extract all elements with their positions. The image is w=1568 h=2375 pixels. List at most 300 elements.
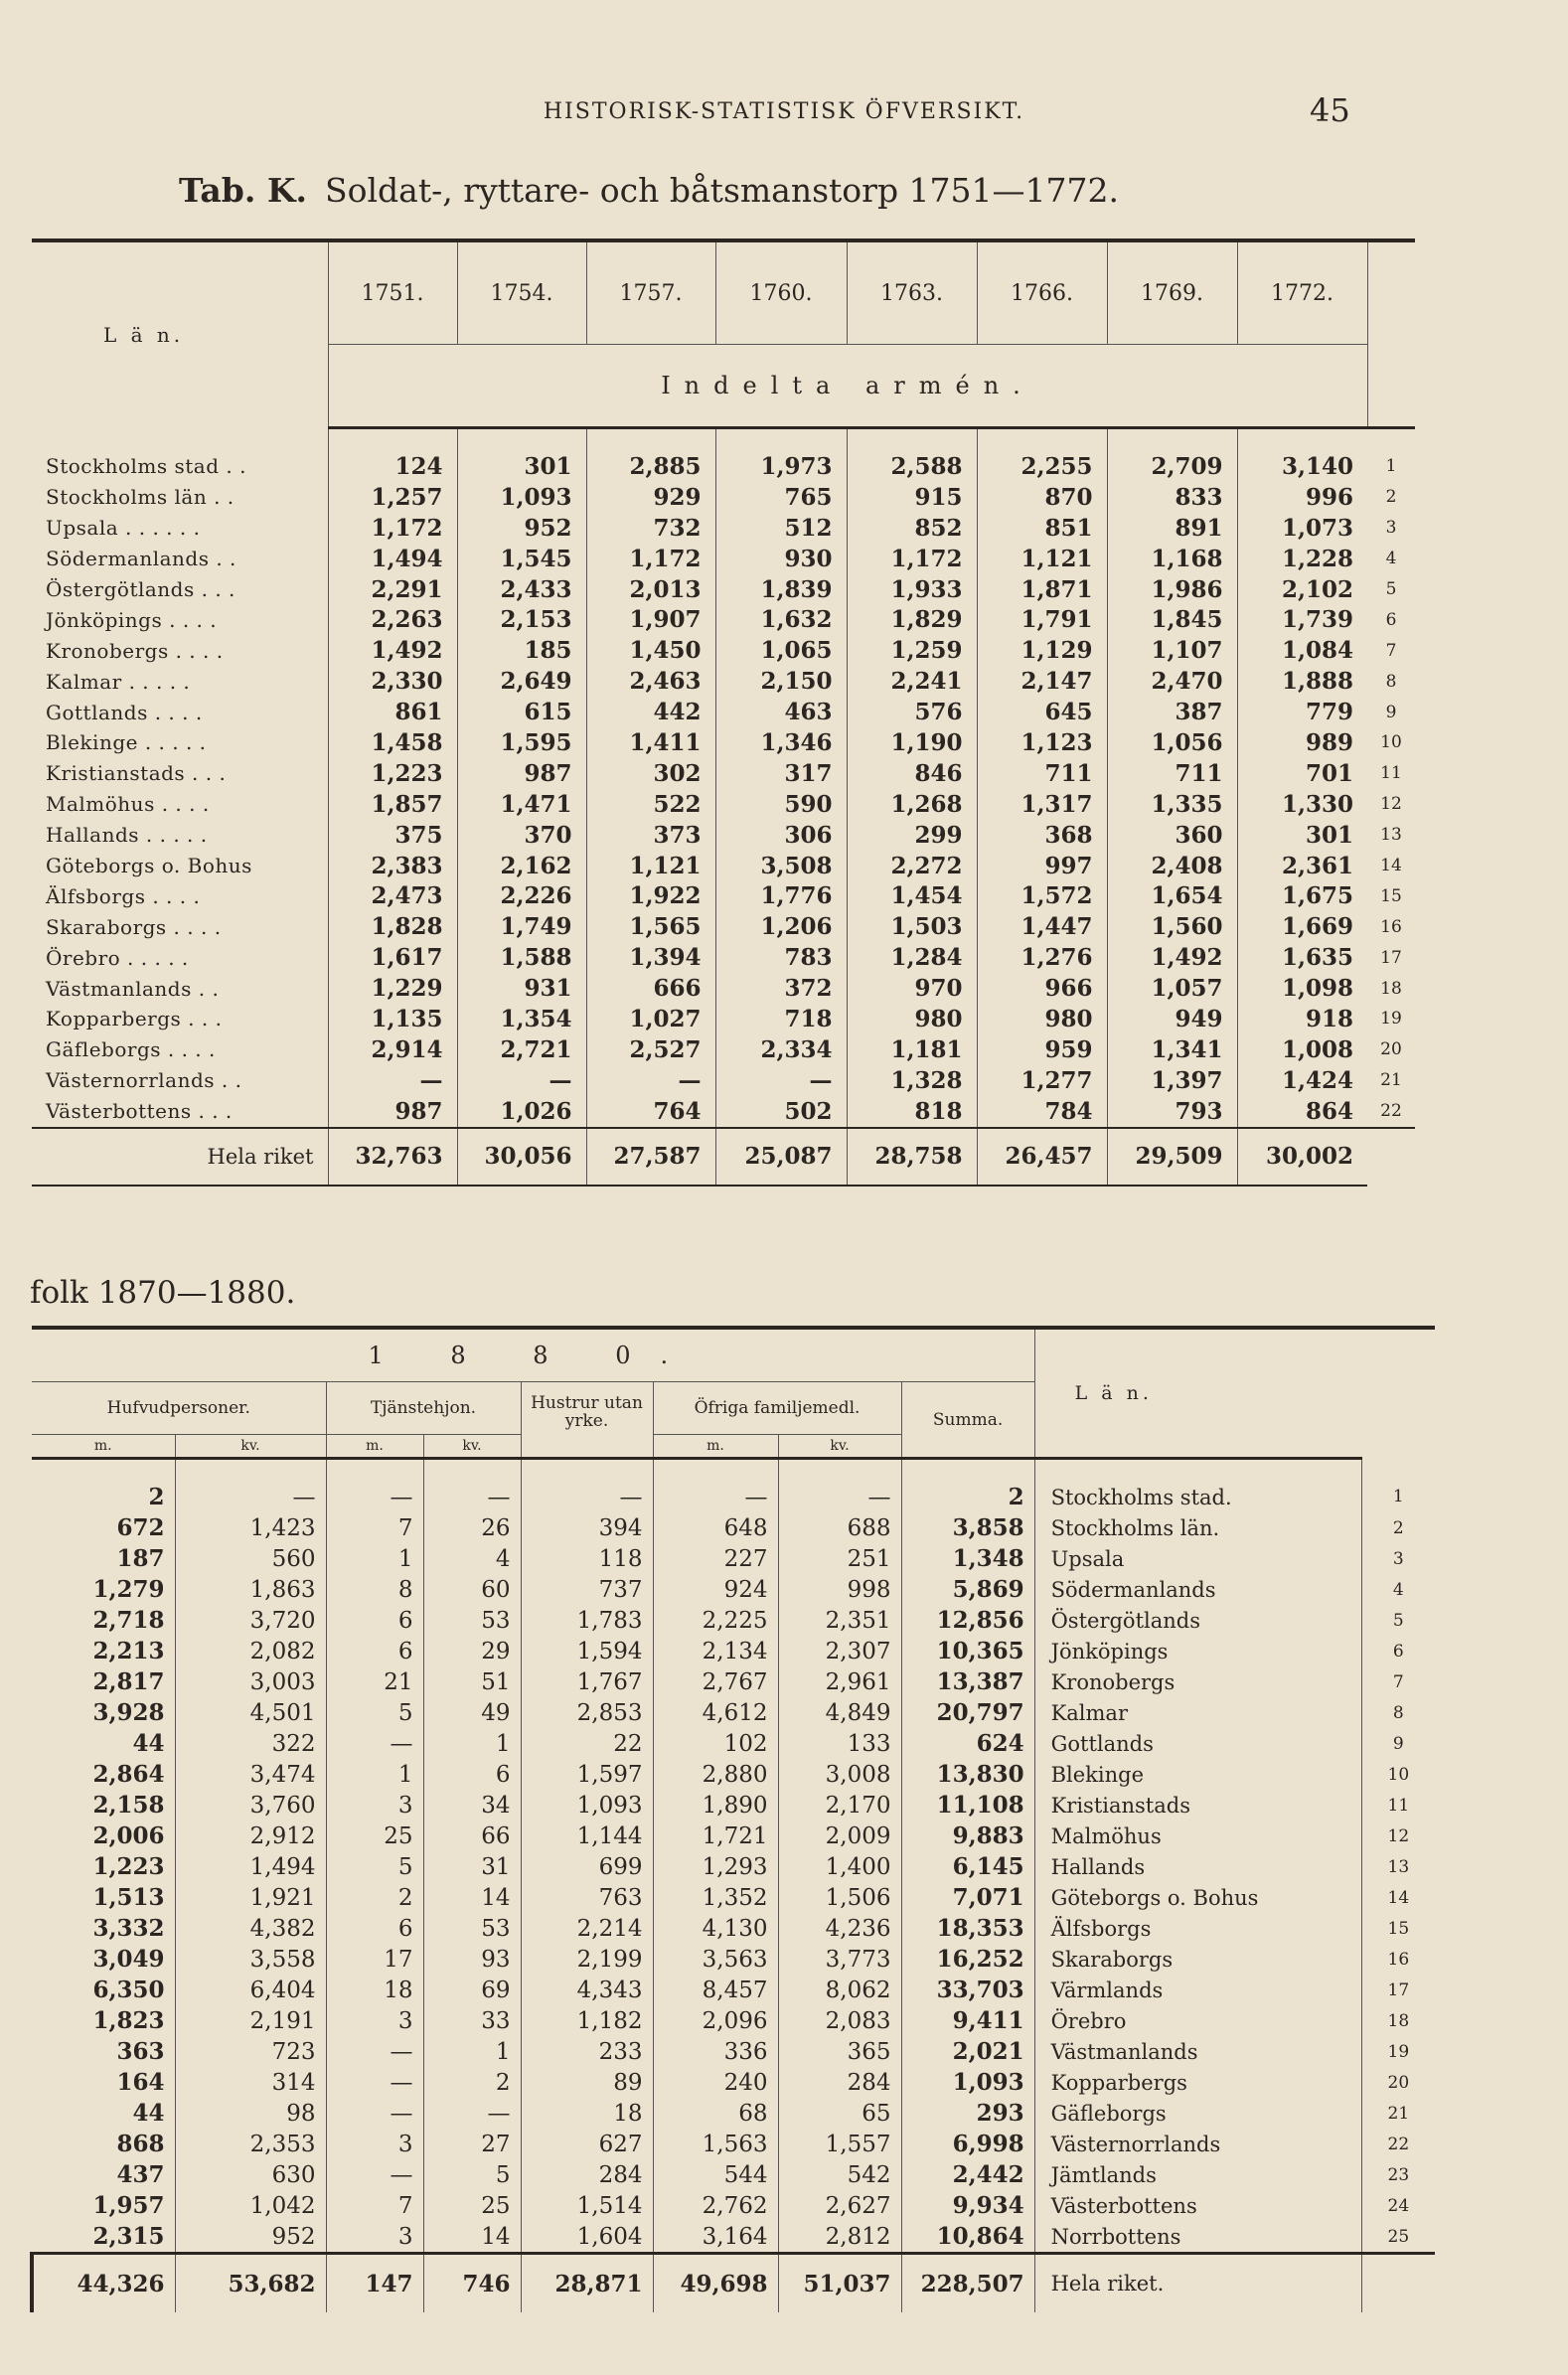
value-cell: 299 bbox=[847, 820, 977, 851]
table-row bbox=[32, 2036, 1435, 2067]
value-cell: 1,829 bbox=[847, 604, 977, 635]
value-cell: 3,720 bbox=[175, 1605, 326, 1636]
table-row bbox=[32, 1697, 1435, 1728]
row-number: 14 bbox=[1380, 856, 1402, 876]
value-cell: 1,776 bbox=[715, 880, 847, 911]
value-cell: 1,317 bbox=[977, 789, 1107, 820]
row-number: 17 bbox=[1387, 1979, 1410, 2000]
value-cell: 1,084 bbox=[1237, 635, 1367, 666]
value-cell: 370 bbox=[457, 820, 586, 851]
value-cell: 627 bbox=[521, 2129, 653, 2159]
value-cell: 2,255 bbox=[977, 428, 1107, 482]
value-cell: 645 bbox=[977, 697, 1107, 727]
row-number: 21 bbox=[1380, 1070, 1402, 1091]
hustrur-header bbox=[521, 1382, 653, 1459]
row-number: 13 bbox=[1387, 1856, 1410, 1877]
table-row bbox=[32, 851, 1415, 881]
value-cell: 2,225 bbox=[653, 1605, 778, 1636]
value-cell: 2,241 bbox=[847, 666, 977, 697]
table-2-caption: folk 1870—1880. bbox=[30, 1275, 296, 1311]
year-header: 1763. bbox=[847, 240, 977, 345]
value-cell: 846 bbox=[847, 758, 977, 789]
value-cell: 1,494 bbox=[328, 544, 457, 574]
table-row bbox=[32, 635, 1415, 666]
value-cell: 33,703 bbox=[901, 1975, 1034, 2005]
value-cell: 711 bbox=[1107, 758, 1237, 789]
total-label: Hela riket bbox=[32, 1128, 328, 1186]
lan-name: Kopparbergs . . . bbox=[32, 1004, 328, 1034]
table-row bbox=[32, 1636, 1435, 1666]
lan-name: Västmanlands . . bbox=[32, 973, 328, 1004]
value-cell: 1,863 bbox=[175, 1574, 326, 1605]
row-number: 2 bbox=[1392, 1517, 1404, 1538]
value-cell: 3 bbox=[326, 2005, 423, 2036]
value-cell: 2,709 bbox=[1107, 428, 1237, 482]
value-cell: 3,858 bbox=[901, 1512, 1034, 1543]
value-cell: 1,073 bbox=[1237, 513, 1367, 544]
value-cell: 3,773 bbox=[778, 1944, 901, 1975]
value-cell: 1,277 bbox=[977, 1065, 1107, 1096]
lan-name: Västerbottens . . . bbox=[32, 1096, 328, 1128]
value-cell: 2,150 bbox=[715, 666, 847, 697]
value-cell: 672 bbox=[116, 1514, 165, 1541]
value-cell: — bbox=[328, 1065, 457, 1096]
value-cell: 34 bbox=[423, 1790, 521, 1821]
value-cell: 68 bbox=[653, 2098, 778, 2129]
value-cell: 22 bbox=[521, 1728, 653, 1759]
value-cell: 2,082 bbox=[175, 1636, 326, 1666]
value-cell: 1,056 bbox=[1107, 727, 1237, 758]
value-cell: 1,565 bbox=[586, 911, 715, 942]
value-cell: 1,675 bbox=[1237, 880, 1367, 911]
value-cell: 2,021 bbox=[901, 2036, 1034, 2067]
value-cell: — bbox=[653, 1459, 778, 1513]
value-cell: 2 bbox=[326, 1882, 423, 1913]
value-cell: 2,334 bbox=[715, 1034, 847, 1065]
row-number: 4 bbox=[1385, 549, 1397, 569]
lan-name: Göteborgs o. Bohus bbox=[1034, 1882, 1361, 1913]
row-number: 20 bbox=[1387, 2072, 1410, 2093]
lan-name: Värmlands bbox=[1034, 1975, 1361, 2005]
value-cell: — bbox=[586, 1065, 715, 1096]
year-header-1880: 1 8 8 0. bbox=[32, 1328, 1034, 1382]
value-cell: 952 bbox=[175, 2221, 326, 2254]
table-row bbox=[32, 2159, 1435, 2190]
value-cell: 18 bbox=[326, 1975, 423, 2005]
value-cell: 1,635 bbox=[1237, 942, 1367, 973]
table-row bbox=[32, 1065, 1415, 1096]
value-cell: 970 bbox=[847, 973, 977, 1004]
lan-name: Stockholms län. bbox=[1034, 1512, 1361, 1543]
value-cell: 2,383 bbox=[328, 851, 457, 881]
value-cell: 2,361 bbox=[1237, 851, 1367, 881]
total-cell: 53,682 bbox=[175, 2254, 326, 2313]
value-cell: 2,147 bbox=[977, 666, 1107, 697]
value-cell: 1,057 bbox=[1107, 973, 1237, 1004]
value-cell: 1,957 bbox=[92, 2192, 165, 2219]
total-cell: 27,587 bbox=[586, 1128, 715, 1186]
value-cell: 924 bbox=[653, 1574, 778, 1605]
value-cell: — bbox=[326, 2159, 423, 2190]
value-cell: 301 bbox=[1237, 820, 1367, 851]
lan-name: Jönköpings . . . . bbox=[32, 604, 328, 635]
value-cell: 2,330 bbox=[328, 666, 457, 697]
value-cell: 1,557 bbox=[778, 2129, 901, 2159]
value-cell: 779 bbox=[1237, 697, 1367, 727]
kv-header: kv. bbox=[175, 1435, 326, 1459]
total-cell: 51,037 bbox=[778, 2254, 901, 2313]
row-number: 20 bbox=[1380, 1039, 1402, 1060]
value-cell: 60 bbox=[423, 1574, 521, 1605]
value-cell: 2,191 bbox=[175, 2005, 326, 2036]
value-cell: 2,914 bbox=[328, 1034, 457, 1065]
value-cell: 929 bbox=[586, 482, 715, 513]
row-number: 22 bbox=[1380, 1101, 1402, 1122]
value-cell: — bbox=[326, 2067, 423, 2098]
value-cell: 1,458 bbox=[328, 727, 457, 758]
value-cell: — bbox=[778, 1459, 901, 1513]
value-cell: 1,749 bbox=[457, 911, 586, 942]
lan-name: Stockholms län . . bbox=[32, 482, 328, 513]
value-cell: 1,335 bbox=[1107, 789, 1237, 820]
value-cell: 711 bbox=[977, 758, 1107, 789]
value-cell: 624 bbox=[901, 1728, 1034, 1759]
value-cell: 2,153 bbox=[457, 604, 586, 635]
value-cell: 185 bbox=[457, 635, 586, 666]
value-cell: 1,121 bbox=[977, 544, 1107, 574]
row-number: 19 bbox=[1380, 1009, 1402, 1029]
value-cell: 987 bbox=[457, 758, 586, 789]
value-cell: 1,632 bbox=[715, 604, 847, 635]
value-cell: 1,595 bbox=[457, 727, 586, 758]
value-cell: 1,503 bbox=[847, 911, 977, 942]
value-cell: 6,998 bbox=[901, 2129, 1034, 2159]
value-cell: 302 bbox=[586, 758, 715, 789]
lan-name: Älfsborgs . . . . bbox=[32, 880, 328, 911]
value-cell: 2,353 bbox=[175, 2129, 326, 2159]
value-cell: 1,890 bbox=[653, 1790, 778, 1821]
value-cell: 1 bbox=[326, 1759, 423, 1790]
value-cell: 648 bbox=[653, 1512, 778, 1543]
value-cell: 2,006 bbox=[92, 1822, 165, 1849]
value-cell: 2,885 bbox=[586, 428, 715, 482]
row-number-blank bbox=[1367, 1128, 1415, 1186]
row-number: 7 bbox=[1392, 1671, 1404, 1692]
lan-name: Älfsborgs bbox=[1034, 1913, 1361, 1944]
table-row bbox=[32, 1790, 1435, 1821]
value-cell: 1,828 bbox=[328, 911, 457, 942]
value-cell: 1 bbox=[423, 2036, 521, 2067]
row-number: 19 bbox=[1387, 2041, 1410, 2062]
total-label: Hela riket. bbox=[1034, 2254, 1361, 2313]
table-row bbox=[32, 911, 1415, 942]
value-cell: 365 bbox=[778, 2036, 901, 2067]
table-row bbox=[32, 1605, 1435, 1636]
value-cell: 1,223 bbox=[328, 758, 457, 789]
value-cell: 463 bbox=[715, 697, 847, 727]
value-cell: 2,812 bbox=[778, 2221, 901, 2254]
row-number-blank bbox=[1361, 2254, 1435, 2313]
table-row bbox=[32, 1574, 1435, 1605]
value-cell: 1,348 bbox=[901, 1543, 1034, 1574]
value-cell: 251 bbox=[778, 1543, 901, 1574]
lan-name: Kronobergs bbox=[1034, 1666, 1361, 1697]
blank-header bbox=[1367, 345, 1415, 428]
value-cell: — bbox=[423, 2098, 521, 2129]
table-row bbox=[32, 942, 1415, 973]
value-cell: 1,259 bbox=[847, 635, 977, 666]
value-cell: 322 bbox=[175, 1728, 326, 1759]
table-row bbox=[32, 789, 1415, 820]
lan-name: Gäfleborgs bbox=[1034, 2098, 1361, 2129]
value-cell: 1,346 bbox=[715, 727, 847, 758]
value-cell: 240 bbox=[653, 2067, 778, 2098]
lan-name: Örebro bbox=[1034, 2005, 1361, 2036]
row-number: 13 bbox=[1380, 825, 1402, 846]
value-cell: 1,492 bbox=[1107, 942, 1237, 973]
value-cell: 2 bbox=[423, 2067, 521, 2098]
value-cell: 4,130 bbox=[653, 1913, 778, 1944]
value-cell: 12,856 bbox=[901, 1605, 1034, 1636]
table-2-total-row bbox=[32, 2254, 1435, 2313]
value-cell: 3 bbox=[326, 2129, 423, 2159]
lan-name: Östergötlands . . . bbox=[32, 574, 328, 605]
ofriga-header: Öfriga familjemedl. bbox=[653, 1382, 901, 1435]
value-cell: 1,839 bbox=[715, 574, 847, 605]
table-row bbox=[32, 482, 1415, 513]
value-cell: 1,572 bbox=[977, 880, 1107, 911]
total-cell: 746 bbox=[423, 2254, 521, 2313]
value-cell: 1 bbox=[423, 1728, 521, 1759]
row-number: 16 bbox=[1380, 916, 1402, 937]
value-cell: 2,315 bbox=[92, 2223, 165, 2250]
lan-name: Upsala . . . . . . bbox=[32, 513, 328, 544]
value-cell: 13,830 bbox=[901, 1759, 1034, 1790]
value-cell: 89 bbox=[521, 2067, 653, 2098]
value-cell: 1,450 bbox=[586, 635, 715, 666]
value-cell: 1,514 bbox=[521, 2190, 653, 2221]
value-cell: 1,823 bbox=[92, 2007, 165, 2034]
total-cell: 228,507 bbox=[901, 2254, 1034, 2313]
value-cell: 2,853 bbox=[521, 1697, 653, 1728]
value-cell: 2,864 bbox=[92, 1761, 165, 1788]
indelta-armen-header: Indelta armén. bbox=[328, 345, 1367, 428]
year-header: 1754. bbox=[457, 240, 586, 345]
table-k-title bbox=[179, 171, 1119, 210]
row-number: 3 bbox=[1392, 1548, 1404, 1569]
value-cell: — bbox=[326, 2098, 423, 2129]
table-row bbox=[32, 727, 1415, 758]
lan-name: Kalmar bbox=[1034, 1697, 1361, 1728]
lan-name: Södermanlands . . bbox=[32, 544, 328, 574]
table-row bbox=[32, 1882, 1435, 1913]
value-cell: 6,350 bbox=[92, 1977, 165, 2003]
value-cell: 387 bbox=[1107, 697, 1237, 727]
table-row bbox=[32, 1944, 1435, 1975]
value-cell: 5 bbox=[326, 1697, 423, 1728]
value-cell: 784 bbox=[977, 1096, 1107, 1128]
value-cell: 1,400 bbox=[778, 1851, 901, 1882]
total-cell: 25,087 bbox=[715, 1128, 847, 1186]
total-cell: 49,698 bbox=[653, 2254, 778, 2313]
row-number: 15 bbox=[1380, 885, 1402, 906]
row-number: 23 bbox=[1387, 2164, 1410, 2185]
value-cell: 1,354 bbox=[457, 1004, 586, 1034]
value-cell: 1,845 bbox=[1107, 604, 1237, 635]
total-cell: 30,056 bbox=[457, 1128, 586, 1186]
table-row bbox=[32, 1512, 1435, 1543]
value-cell: 1,604 bbox=[521, 2221, 653, 2254]
value-cell: 4,343 bbox=[521, 1975, 653, 2005]
table-k-total-row bbox=[32, 1128, 1415, 1186]
value-cell: 1,494 bbox=[175, 1851, 326, 1882]
value-cell: — bbox=[175, 1459, 326, 1513]
kv-header: kv. bbox=[778, 1435, 901, 1459]
value-cell: 1,328 bbox=[847, 1065, 977, 1096]
value-cell: — bbox=[326, 2036, 423, 2067]
value-cell: 27 bbox=[423, 2129, 521, 2159]
value-cell: 1,921 bbox=[175, 1882, 326, 1913]
value-cell: 1,907 bbox=[586, 604, 715, 635]
value-cell: 949 bbox=[1107, 1004, 1237, 1034]
value-cell: 2,463 bbox=[586, 666, 715, 697]
value-cell: 69 bbox=[423, 1975, 521, 2005]
hustrur-header-label: Hustrur utan yrke. bbox=[531, 1393, 643, 1431]
lan-name: Skaraborgs . . . . bbox=[32, 911, 328, 942]
lan-name: Kristianstads bbox=[1034, 1790, 1361, 1821]
table-row bbox=[32, 1543, 1435, 1574]
value-cell: 93 bbox=[423, 1944, 521, 1975]
value-cell: 2,473 bbox=[328, 880, 457, 911]
value-cell: — bbox=[423, 1459, 521, 1513]
value-cell: 14 bbox=[423, 1882, 521, 1913]
value-cell: 1,172 bbox=[328, 513, 457, 544]
value-cell: 1,783 bbox=[521, 1605, 653, 1636]
value-cell: 1,123 bbox=[977, 727, 1107, 758]
table-row bbox=[32, 2129, 1435, 2159]
value-cell: 732 bbox=[586, 513, 715, 544]
value-cell: 6 bbox=[423, 1759, 521, 1790]
value-cell: 870 bbox=[977, 482, 1107, 513]
blank-header bbox=[1367, 240, 1415, 345]
value-cell: 53 bbox=[423, 1913, 521, 1944]
row-number: 21 bbox=[1387, 2103, 1410, 2124]
table-row bbox=[32, 758, 1415, 789]
value-cell: 375 bbox=[328, 820, 457, 851]
value-cell: 1,857 bbox=[328, 789, 457, 820]
lan-name: Södermanlands bbox=[1034, 1574, 1361, 1605]
value-cell: 1,168 bbox=[1107, 544, 1237, 574]
row-number: 24 bbox=[1387, 2195, 1410, 2216]
value-cell: 1,341 bbox=[1107, 1034, 1237, 1065]
lan-name: Hallands bbox=[1034, 1851, 1361, 1882]
value-cell: 284 bbox=[778, 2067, 901, 2098]
value-cell: 1,026 bbox=[457, 1096, 586, 1128]
value-cell: 1,394 bbox=[586, 942, 715, 973]
lan-name: Gäfleborgs . . . . bbox=[32, 1034, 328, 1065]
value-cell: 11,108 bbox=[901, 1790, 1034, 1821]
value-cell: 3,008 bbox=[778, 1759, 901, 1790]
value-cell: 1,594 bbox=[521, 1636, 653, 1666]
table-row bbox=[32, 697, 1415, 727]
value-cell: 284 bbox=[521, 2159, 653, 2190]
value-cell: 25 bbox=[326, 1821, 423, 1851]
value-cell: 2,009 bbox=[778, 1821, 901, 1851]
value-cell: 1,293 bbox=[653, 1851, 778, 1882]
lan-name: Kalmar . . . . . bbox=[32, 666, 328, 697]
value-cell: — bbox=[521, 1459, 653, 1513]
m-header: m. bbox=[32, 1435, 175, 1459]
value-cell: 560 bbox=[175, 1543, 326, 1574]
value-cell: 3,760 bbox=[175, 1790, 326, 1821]
table-row bbox=[32, 1004, 1415, 1034]
value-cell: 3,332 bbox=[92, 1915, 165, 1942]
value-cell: 102 bbox=[653, 1728, 778, 1759]
lan-name: Kristianstads . . . bbox=[32, 758, 328, 789]
lan-name: Hallands . . . . . bbox=[32, 820, 328, 851]
value-cell: 666 bbox=[586, 973, 715, 1004]
value-cell: 989 bbox=[1237, 727, 1367, 758]
row-number: 5 bbox=[1385, 579, 1397, 599]
row-number: 6 bbox=[1385, 609, 1397, 630]
value-cell: 2,162 bbox=[457, 851, 586, 881]
total-cell: 26,457 bbox=[977, 1128, 1107, 1186]
lan-name: Västerbottens bbox=[1034, 2190, 1361, 2221]
value-cell: 7,071 bbox=[901, 1882, 1034, 1913]
lan-name: Västmanlands bbox=[1034, 2036, 1361, 2067]
row-number: 1 bbox=[1385, 456, 1397, 477]
value-cell: 9,934 bbox=[901, 2190, 1034, 2221]
hufvudpersoner-header: Hufvudpersoner. bbox=[32, 1382, 326, 1435]
value-cell: 7 bbox=[326, 2190, 423, 2221]
table-row bbox=[32, 2005, 1435, 2036]
value-cell: 6 bbox=[326, 1636, 423, 1666]
value-cell: 980 bbox=[847, 1004, 977, 1034]
lan-name: Östergötlands bbox=[1034, 1605, 1361, 1636]
row-number: 7 bbox=[1385, 640, 1397, 661]
value-cell: 996 bbox=[1237, 482, 1367, 513]
value-cell: 4,236 bbox=[778, 1913, 901, 1944]
value-cell: 187 bbox=[116, 1545, 165, 1572]
value-cell: 1,986 bbox=[1107, 574, 1237, 605]
table-row bbox=[32, 973, 1415, 1004]
lan-name: Jämtlands bbox=[1034, 2159, 1361, 2190]
value-cell: 29 bbox=[423, 1636, 521, 1666]
value-cell: 952 bbox=[457, 513, 586, 544]
value-cell: 1,121 bbox=[586, 851, 715, 881]
value-cell: 2,588 bbox=[847, 428, 977, 482]
row-number: 9 bbox=[1392, 1733, 1404, 1754]
value-cell: 2,912 bbox=[175, 1821, 326, 1851]
table-row bbox=[32, 1728, 1435, 1759]
value-cell: 363 bbox=[116, 2038, 165, 2065]
value-cell: 861 bbox=[328, 697, 457, 727]
value-cell: 2,880 bbox=[653, 1759, 778, 1790]
year-header: 1757. bbox=[586, 240, 715, 345]
kv-header: kv. bbox=[423, 1435, 521, 1459]
value-cell: 590 bbox=[715, 789, 847, 820]
row-number: 8 bbox=[1392, 1702, 1404, 1723]
value-cell: 1,182 bbox=[521, 2005, 653, 2036]
lan-name: Västernorrlands bbox=[1034, 2129, 1361, 2159]
value-cell: 394 bbox=[521, 1512, 653, 1543]
lan-name: Stockholms stad. bbox=[1034, 1459, 1361, 1513]
table-row bbox=[32, 820, 1415, 851]
value-cell: 1,284 bbox=[847, 942, 977, 973]
value-cell: 2,470 bbox=[1107, 666, 1237, 697]
value-cell: 783 bbox=[715, 942, 847, 973]
value-cell: 931 bbox=[457, 973, 586, 1004]
